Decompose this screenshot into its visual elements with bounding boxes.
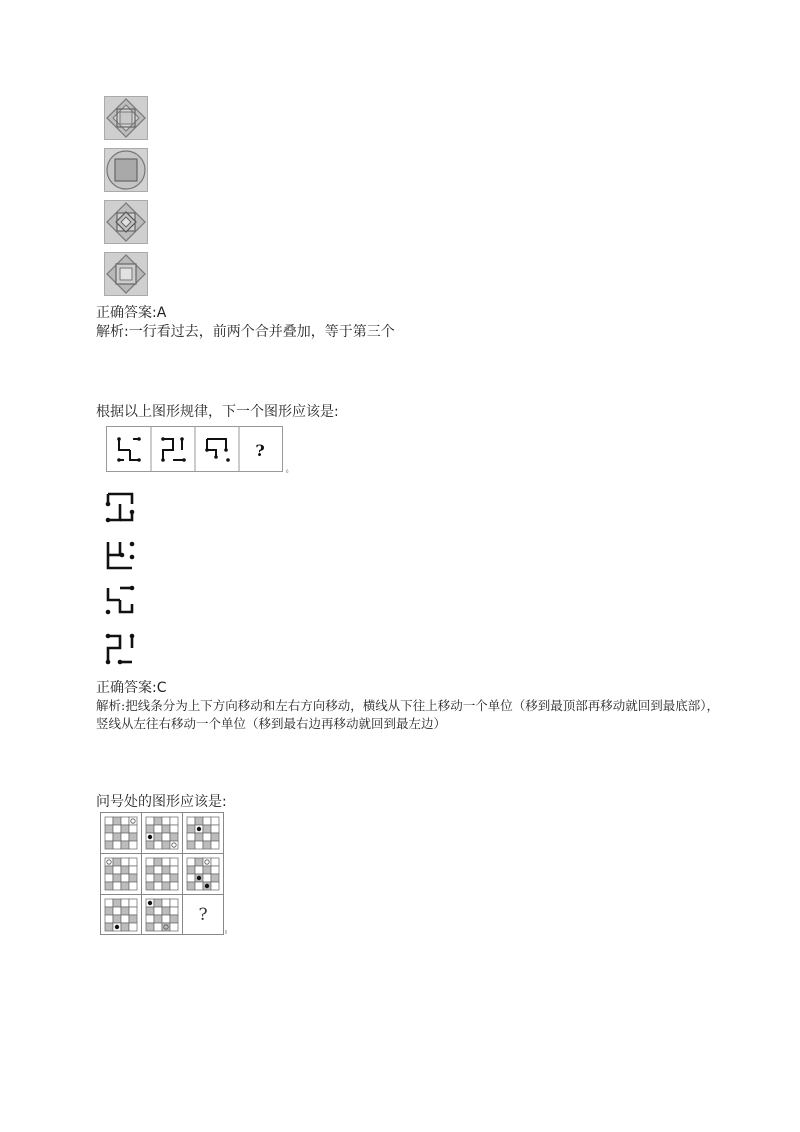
q3-grid-cell	[170, 817, 178, 825]
q3-black-dot	[148, 835, 152, 839]
q3-grid-cell	[154, 833, 162, 841]
q3-grid-cell	[203, 817, 211, 825]
q3-panel-4	[105, 858, 137, 890]
diamond-overlap-squares-icon	[104, 96, 148, 140]
q2-option-b-figure[interactable]	[104, 538, 138, 570]
q3-grid-cell	[170, 899, 178, 907]
q2-option-a-figure[interactable]	[104, 490, 138, 522]
q3-grid-cell	[129, 866, 137, 874]
q3-grid-cell	[203, 841, 211, 849]
q3-grid-cell	[211, 825, 219, 833]
q3-grid-cell	[203, 833, 211, 841]
q3-grid-cell	[162, 923, 170, 931]
q2-question-mark: ?	[255, 441, 265, 460]
q3-grid-cell	[154, 874, 162, 882]
q3-grid-cell	[129, 915, 137, 923]
q3-grid-cell	[195, 882, 203, 890]
q3-grid-cell	[154, 882, 162, 890]
q3-grid-cell	[203, 858, 211, 866]
q3-grid-cell	[162, 833, 170, 841]
q3-grid-cell	[129, 841, 137, 849]
q3-grid-cell	[211, 841, 219, 849]
q3-grid-cell	[121, 923, 129, 931]
q3-grid-cell	[154, 841, 162, 849]
q2-analysis-line1: 解析:把线条分为上下方向移动和左右方向移动，横线从下往上移动一个单位（移到最顶部再移动就回到最底部），	[96, 698, 719, 713]
q3-grid-cell	[146, 907, 154, 915]
q3-grid-cell	[195, 833, 203, 841]
q3-grid-cell	[170, 915, 178, 923]
q3-panel-1	[105, 817, 137, 849]
q3-grid-cell	[187, 817, 195, 825]
q3-grid-cell	[211, 874, 219, 882]
q3-grid-cell	[146, 817, 154, 825]
q3-grid-cell	[187, 833, 195, 841]
q3-grid-cell	[105, 817, 113, 825]
q3-grid-cell	[154, 907, 162, 915]
q3-grid-cell	[154, 858, 162, 866]
circle-square-icon	[104, 148, 148, 192]
q3-grid-cell	[121, 866, 129, 874]
q3-black-dot	[205, 884, 209, 888]
q3-grid-cell	[162, 899, 170, 907]
q3-grid-cell	[121, 825, 129, 833]
q3-grid-cell	[162, 825, 170, 833]
q3-panel-3	[187, 817, 219, 849]
q3-grid-cell	[105, 825, 113, 833]
q3-grid-cell	[154, 825, 162, 833]
q3-grid-cell	[105, 899, 113, 907]
q3-grid-cell	[203, 825, 211, 833]
q3-grid-cell	[121, 907, 129, 915]
q3-grid-cell	[170, 833, 178, 841]
q3-grid-cell	[121, 899, 129, 907]
q3-panel-5	[146, 858, 178, 890]
q3-grid-cell	[187, 858, 195, 866]
q3-grid-cell	[162, 882, 170, 890]
q2-option-d-figure[interactable]	[104, 632, 138, 664]
q3-grid-cell	[105, 858, 113, 866]
q3-grid-cell	[113, 874, 121, 882]
q3-grid-cell	[129, 825, 137, 833]
q3-grid-cell	[146, 866, 154, 874]
q3-question-mark: ?	[198, 905, 208, 925]
q3-grid-cell	[129, 923, 137, 931]
q3-grid-cell	[121, 833, 129, 841]
q3-panel-2	[146, 817, 178, 849]
q3-grid-cell	[154, 915, 162, 923]
q3-panel-7	[105, 899, 137, 931]
q3-grid-cell	[146, 825, 154, 833]
q1-option-c-figure[interactable]	[104, 200, 148, 244]
q3-grid-cell	[170, 866, 178, 874]
q3-grid-cell	[105, 915, 113, 923]
q3-grid-cell	[170, 858, 178, 866]
q3-grid-cell	[187, 825, 195, 833]
q3-grid-cell	[113, 866, 121, 874]
q3-grid-cell	[129, 874, 137, 882]
q2-analysis-line2: 竖线从左往右移动一个单位（移到最右边再移动就回到最左边）	[96, 716, 447, 731]
q3-grid-cell	[162, 841, 170, 849]
q3-grid-cell	[129, 899, 137, 907]
q3-grid-cell	[129, 858, 137, 866]
q1-analysis: 解析:一行看过去，前两个合并叠加，等于第三个	[96, 324, 395, 340]
q3-grid-cell	[154, 866, 162, 874]
q3-grid-cell	[113, 915, 121, 923]
q3-grid-cell	[203, 866, 211, 874]
q3-grid-cell	[146, 923, 154, 931]
q3-grid-cell	[129, 833, 137, 841]
q3-grid-cell	[170, 841, 178, 849]
q3-grid-cell	[146, 915, 154, 923]
q3-grid-cell	[129, 817, 137, 825]
q3-grid-cell	[170, 825, 178, 833]
q3-grid-cell	[105, 923, 113, 931]
q3-grid-cell	[154, 923, 162, 931]
q3-grid-cell	[105, 833, 113, 841]
q3-grid-cell	[121, 874, 129, 882]
q3-grid-cell	[211, 882, 219, 890]
q3-grid-cell	[162, 817, 170, 825]
q3-grid-cell	[211, 817, 219, 825]
q3-grid-cell	[105, 866, 113, 874]
q1-option-a-figure[interactable]	[104, 96, 148, 140]
q2-corner-mark: 6	[286, 469, 289, 474]
q3-grid-cell	[113, 817, 121, 825]
q2-question: 根据以上图形规律，下一个图形应该是:	[96, 404, 339, 420]
q3-grid-cell	[113, 825, 121, 833]
q3-grid-cell	[187, 866, 195, 874]
q3-grid-cell	[121, 858, 129, 866]
q3-grid-cell	[105, 841, 113, 849]
q3-grid-cell	[129, 882, 137, 890]
q3-grid-cell	[113, 833, 121, 841]
q3-grid-cell	[146, 882, 154, 890]
q3-grid-cell	[162, 915, 170, 923]
q3-grid-cell	[121, 882, 129, 890]
q3-grid-cell	[162, 907, 170, 915]
q3-grid-cell	[162, 874, 170, 882]
q2-option-c-figure[interactable]	[104, 584, 138, 616]
q3-puzzle-figure	[100, 812, 230, 938]
q3-grid-cell	[211, 833, 219, 841]
q3-black-dot	[197, 827, 201, 831]
q3-grid-cell	[154, 817, 162, 825]
q3-grid-cell	[170, 882, 178, 890]
q3-grid-cell	[195, 866, 203, 874]
q3-grid-cell	[195, 817, 203, 825]
q3-grid-cell	[105, 874, 113, 882]
q3-grid-cell	[203, 874, 211, 882]
q3-grid-cell	[162, 858, 170, 866]
q3-grid-cell	[146, 858, 154, 866]
q3-panel-8	[146, 899, 178, 931]
q3-grid-cell	[170, 907, 178, 915]
q3-grid-cell	[113, 899, 121, 907]
q1-option-d-figure[interactable]	[104, 252, 148, 296]
q3-grid-cell	[113, 858, 121, 866]
q3-panel-6	[187, 858, 219, 890]
diamond-square-icon	[104, 252, 148, 296]
q3-grid-cell	[105, 907, 113, 915]
q3-black-dot	[115, 925, 119, 929]
q3-grid-cell	[113, 841, 121, 849]
q3-grid-cell	[121, 915, 129, 923]
q3-grid-cell	[113, 882, 121, 890]
q3-grid-cell	[211, 866, 219, 874]
q2-puzzle-figure	[106, 426, 292, 474]
q3-grid-cell	[146, 841, 154, 849]
q3-grid-cell	[187, 874, 195, 882]
q3-black-dot	[148, 901, 152, 905]
q3-grid-cell	[170, 923, 178, 931]
q3-grid-cell	[121, 817, 129, 825]
q1-option-b-figure[interactable]	[104, 148, 148, 192]
q3-grid-cell	[146, 874, 154, 882]
q3-grid-cell	[154, 899, 162, 907]
q3-grid-cell	[211, 858, 219, 866]
q3-grid-cell	[129, 907, 137, 915]
q3-grid-cell	[187, 882, 195, 890]
q3-question: 问号处的图形应该是:	[96, 794, 227, 810]
q3-grid-cell	[162, 866, 170, 874]
q3-grid-cell	[195, 841, 203, 849]
nested-diamond-icon	[104, 200, 148, 244]
q3-grid-cell	[121, 841, 129, 849]
q3-grid-cell	[195, 858, 203, 866]
q3-grid-cell	[170, 874, 178, 882]
q2-answer: 正确答案:C	[96, 680, 167, 696]
q3-grid-cell	[113, 907, 121, 915]
q3-grid-cell	[187, 841, 195, 849]
q3-black-dot	[197, 876, 201, 880]
q3-grid-cell	[105, 882, 113, 890]
q1-answer: 正确答案:A	[96, 305, 167, 321]
